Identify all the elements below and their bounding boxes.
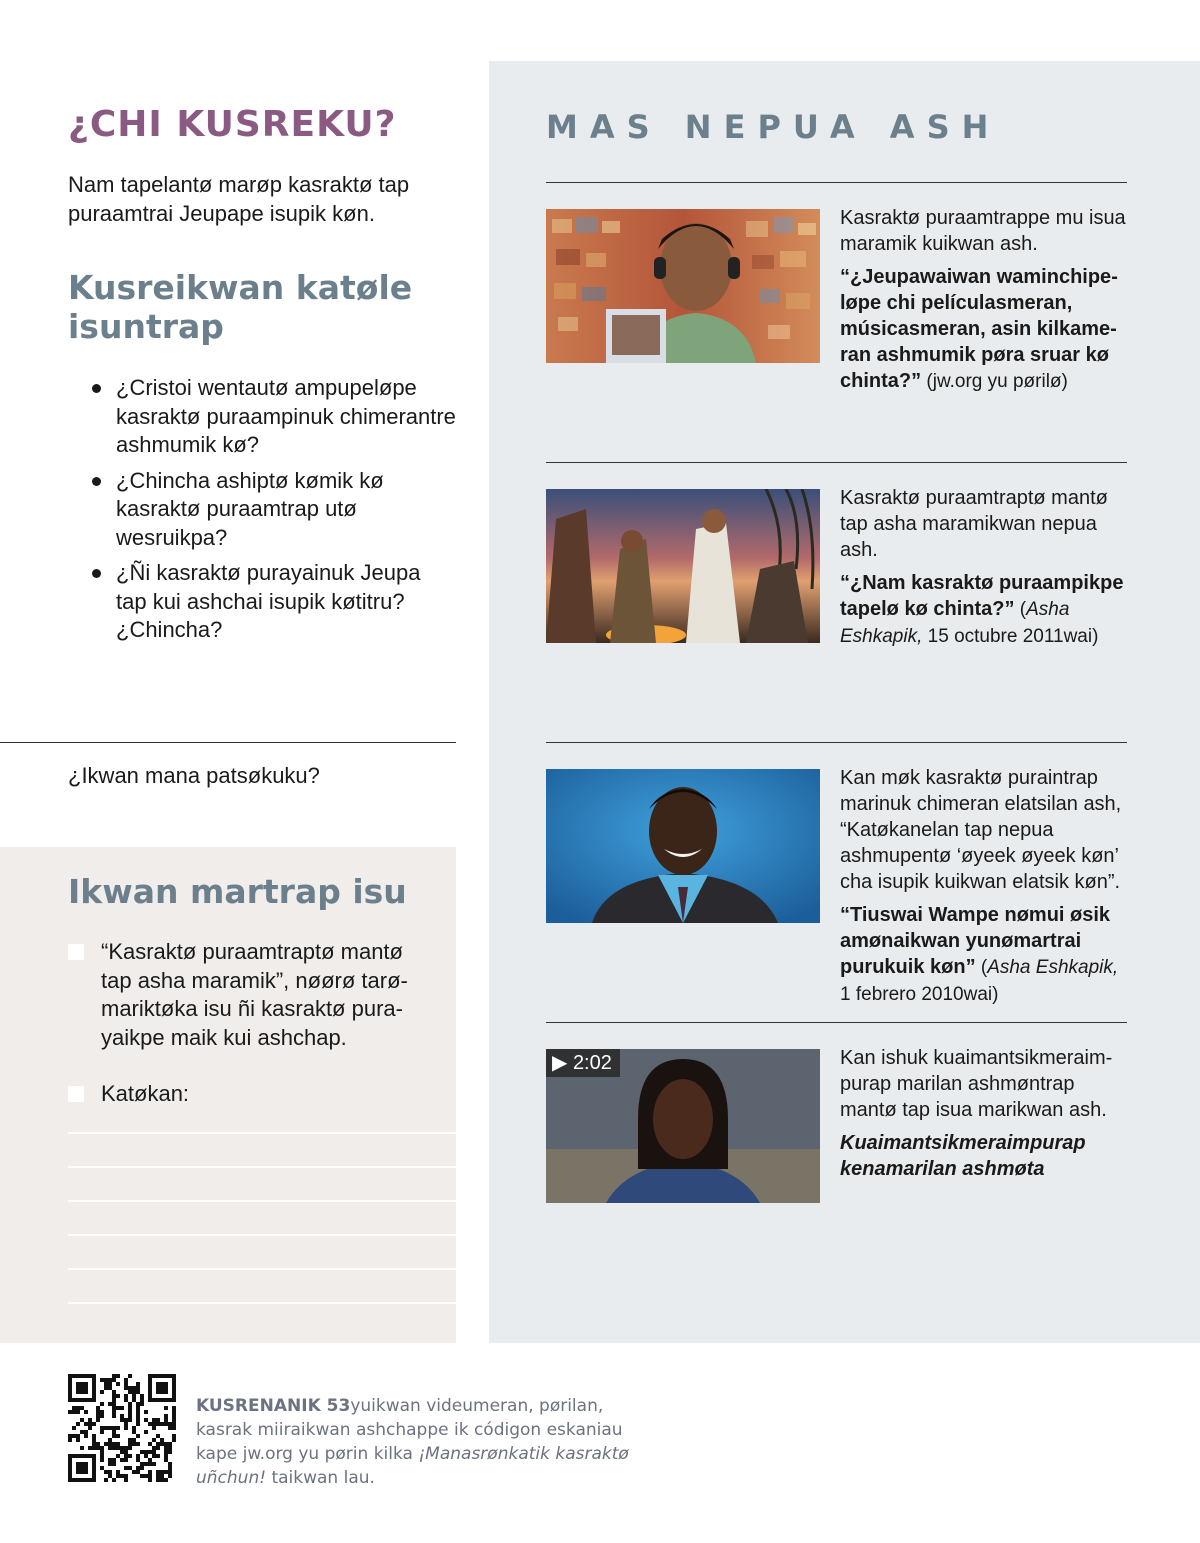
writing-line[interactable] <box>68 1200 456 1202</box>
footer-tail: taikwan lau. <box>266 1468 375 1488</box>
writing-line[interactable] <box>68 1234 456 1236</box>
article-title-text[interactable]: “Tiuswai Wampe nømui øsik amønaikwan yunømartrai purukuik køn” <box>840 904 1111 978</box>
article-thumbnail-campfire[interactable] <box>546 489 820 643</box>
article-source: 1 febrero 2010wai) <box>840 984 999 1005</box>
divider <box>546 462 1127 463</box>
list-item <box>92 467 457 553</box>
footer-text <box>196 1394 636 1490</box>
task-checkbox-1[interactable] <box>68 944 84 960</box>
writing-line[interactable] <box>68 1268 456 1270</box>
article-thumbnail-music[interactable] <box>546 209 820 363</box>
task-checkbox-2[interactable] <box>68 1086 84 1102</box>
question-text: ¿Ñi kasraktø purayainuk Jeupa tap kui ashchai isupik køtitru? ¿Chincha? <box>116 560 421 642</box>
footer-body: yuikwan videumeran, pørilan, kasrak miiraikwan ashchappe ik códigon eskaniau kape jw.org yu pørin kilka <box>196 1396 623 1464</box>
article-title[interactable] <box>840 264 1130 395</box>
article-1-text <box>840 205 1130 402</box>
task-item-text: Katøkan: <box>101 1081 190 1106</box>
qr-code-icon[interactable] <box>68 1374 176 1482</box>
article-title-text[interactable]: “¿Nam kasraktø puraampikpe tapelø kø chinta?” <box>840 572 1124 620</box>
writing-line[interactable] <box>68 1166 456 1168</box>
article-intro: Kasraktø puraamtrappe mu isua maramik kuikwan ash. <box>840 207 1126 255</box>
footer-lead: KUSRENANIK 53 <box>196 1396 351 1416</box>
video-duration-badge <box>546 1049 620 1077</box>
article-title[interactable]: “Tiuswai Wampe nømui øsik amønaikwan yunømartrai purukuik køn” (Asha Eshkapik, 1 febrero 2010wai) <box>840 904 1119 1005</box>
article-source: 15 octubre 2011wai) <box>922 626 1099 647</box>
divider <box>546 742 1127 743</box>
bullet-icon <box>92 477 101 486</box>
article-2-text <box>840 485 1130 657</box>
divider <box>546 182 1127 183</box>
explore-heading: MAS NEPUA ASH <box>546 108 1001 146</box>
bullet-icon <box>92 384 101 393</box>
divider <box>0 742 456 743</box>
article-3-text <box>840 765 1130 1015</box>
article-title[interactable]: “¿Nam kasraktø puraampikpe tapelø kø chinta?” (Asha Eshkapik, 15 octubre 2011wai) <box>840 572 1124 647</box>
summary-heading: Kusreikwan katøle isuntrap <box>68 268 413 346</box>
article-thumbnail-man[interactable] <box>546 769 820 923</box>
writing-line[interactable] <box>68 1302 456 1304</box>
review-text: Nam tapelantø marøp kasraktø tap puraamtrai Jeupape isupik køn. <box>68 172 410 226</box>
task-item-text: “Kasraktø puraamtraptø mantø tap asha maramik”, nøørø tarømariktøka isu ñi kasraktø purayaikpe maik kui ashchap. <box>101 939 408 1050</box>
question-text: ¿Chincha ashiptø kømik kø kasraktø puraamtrap utø wesruikpa? <box>116 467 384 550</box>
article-source-italic: Asha Eshkapik, <box>987 957 1119 978</box>
video-duration: 2:02 <box>572 1052 612 1074</box>
article-intro: Kan ishuk kuaimantsikmeraimpurap marilan ashmøntrap mantø tap isua marikwan ash. <box>840 1047 1113 1121</box>
review-heading: ¿CHI KUSREKU? <box>68 104 397 145</box>
video-thumbnail-woman[interactable] <box>546 1049 820 1203</box>
article-4-text <box>840 1045 1130 1189</box>
list-item <box>92 559 457 645</box>
reflection-prompt: ¿Ikwan mana patsøkuku? <box>68 763 320 788</box>
question-list <box>92 374 457 652</box>
writing-line[interactable] <box>68 1132 456 1134</box>
list-item <box>92 374 457 460</box>
footer-book-title: ¡Manasrønkatik kasraktø uñchun! <box>196 1444 629 1488</box>
article-source-italic: Asha Eshkapik, <box>840 599 1070 647</box>
task-heading: Ikwan martrap isu <box>68 872 407 911</box>
article-source: (jw.org yu pørilø) <box>921 371 1068 392</box>
video-title-text[interactable]: Kuaimantsikmeraimpurap kenamarilan ashmøta <box>840 1132 1086 1180</box>
play-icon: ▶ <box>552 1052 573 1074</box>
divider <box>546 1022 1127 1023</box>
article-intro: Kan møk kasraktø puraintrap marinuk chimeran elatsilan ash, “Katøkanelan tap nepua ashmupentø ‘øyeek øyeek køn’ cha isupik kuikwan elatsik køn”. <box>840 767 1122 893</box>
article-title-text[interactable]: “¿Jeupawaiwan waminchipeløpe chi películasmeran, músicasmeran, asin kilkameran ashmumik pøra sruar kø chinta?” <box>840 266 1118 392</box>
bullet-icon <box>92 569 101 578</box>
video-title[interactable] <box>840 1130 1130 1182</box>
question-text: ¿Cristoi wentautø ampupeløpe kasraktø puraampinuk chimerantre ashmumik kø? <box>116 375 456 457</box>
article-intro: Kasraktø puraamtraptø mantø tap asha maramikwan nepua ash. <box>840 487 1108 561</box>
